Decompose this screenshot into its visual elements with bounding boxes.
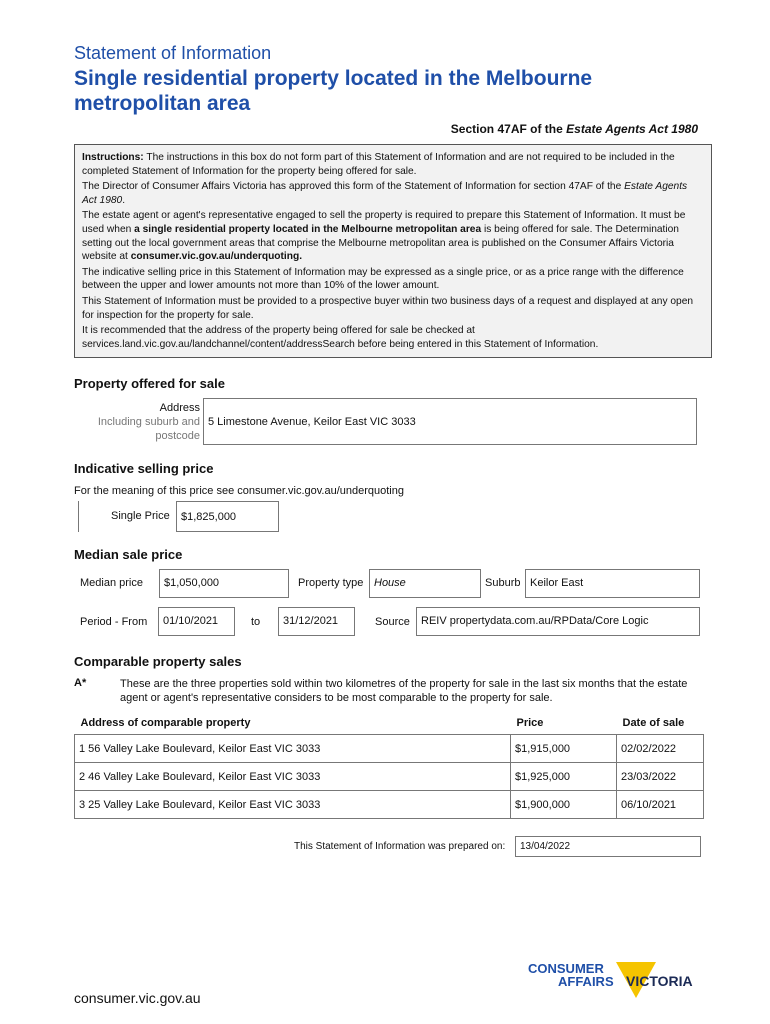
comparable-address-cell[interactable]: 2 46 Valley Lake Boulevard, Keilor East VIC 3033 <box>75 763 511 791</box>
comparable-date-cell[interactable]: 23/03/2022 <box>617 763 704 791</box>
comparable-date-cell[interactable]: 02/02/2022 <box>617 735 704 763</box>
instructions-lead: Instructions: <box>82 152 144 163</box>
instructions-p2c: . <box>122 194 126 206</box>
comparable-address-cell[interactable]: 1 56 Valley Lake Boulevard, Keilor East VIC 3033 <box>75 735 511 763</box>
comparable-price-cell[interactable]: $1,915,000 <box>511 735 617 763</box>
median-price-field[interactable]: $1,050,000 <box>159 569 289 598</box>
address-label-line2: Including suburb and <box>97 416 200 428</box>
address-label-line3: postcode <box>155 430 200 442</box>
instructions-p3 <box>82 209 704 263</box>
col-address-header: Address of comparable property <box>80 717 251 729</box>
single-price-label: Single Price <box>111 510 170 522</box>
section-prefix: Section 47AF of the <box>450 122 567 136</box>
single-price-field[interactable]: $1,825,000 <box>176 501 279 532</box>
suburb-field[interactable]: Keilor East <box>525 569 700 598</box>
prepared-label: This Statement of Information was prepared on: <box>294 841 506 852</box>
instructions-p3d: consumer.vic.gov.au/underquoting. <box>130 251 303 263</box>
prepared-date-field[interactable]: 13/04/2022 <box>515 836 701 857</box>
table-row <box>75 791 704 819</box>
comparable-heading: Comparable property sales <box>74 654 242 669</box>
logo-text-consumer: CONSUMER <box>528 961 604 976</box>
property-heading: Property offered for sale <box>74 376 225 391</box>
instructions-p3b: a single residential property located in the Melbourne metropolitan area <box>134 223 482 235</box>
comparable-price-cell[interactable]: $1,900,000 <box>511 791 617 819</box>
comparable-header-row <box>75 712 704 735</box>
period-from-field[interactable]: 01/10/2021 <box>158 607 235 636</box>
indicative-heading: Indicative selling price <box>74 461 214 476</box>
comparable-price-cell[interactable]: $1,925,000 <box>511 763 617 791</box>
instructions-box <box>74 144 712 358</box>
instructions-p5: This Statement of Information must be provided to a prospective buyer within two business days of a request and displayed at any open for inspection for the property for sale. <box>82 295 694 321</box>
indicative-note: For the meaning of this price see consumer.vic.gov.au/underquoting <box>74 485 404 497</box>
property-address-field[interactable]: 5 Limestone Avenue, Keilor East VIC 3033 <box>203 398 697 445</box>
median-price-label: Median price <box>80 577 143 589</box>
instructions-p6: It is recommended that the address of the property being offered for sale be checked at services.land.vic.gov.au/landchannel/content/addressSearch before being entered in this Statement of Information. <box>82 325 599 350</box>
comparable-note: These are the three properties sold within two kilometres of the property for sale in the last six months that the estate agent or agent's representative considers to be most comparable to the property for sale. <box>120 678 688 704</box>
source-field[interactable]: REIV propertydata.com.au/RPData/Core Logic <box>416 607 700 636</box>
comparable-table <box>74 712 704 819</box>
consumer-affairs-victoria-logo <box>528 958 708 1006</box>
period-to-field[interactable]: 31/12/2021 <box>278 607 355 636</box>
table-row <box>75 763 704 791</box>
property-type-field[interactable]: House <box>369 569 481 598</box>
instructions-p3c: is being offered for sale. The Determination setting out the local government areas that comprise the Melbourne metropolitan area is published on the Consumer Affairs Victoria website at <box>82 223 679 263</box>
property-type-label: Property type <box>298 577 364 589</box>
instructions-p3a: The estate agent or agent's representative engaged to sell the property is required to prepare this Statement of Information. It must be used when <box>82 210 686 235</box>
section-reference <box>451 122 698 136</box>
logo-text-affairs: AFFAIRS <box>558 974 614 989</box>
document-title: Single residential property located in the Melbourne metropolitan area <box>74 67 593 115</box>
instructions-p2 <box>82 180 704 207</box>
instructions-p4: The indicative selling price in this Statement of Information may be expressed as a single price, or as a price range with the difference between the upper and lower amounts not more than 10% of the lower amount. <box>82 266 684 292</box>
instructions-p2a: The Director of Consumer Affairs Victoria has approved this form of the Statement of Information for section 47AF of the <box>82 181 625 193</box>
logo-text-victoria: VICTORIA <box>626 973 693 989</box>
address-label-line1: Address <box>159 402 200 414</box>
footer-url[interactable]: consumer.vic.gov.au <box>74 990 201 1006</box>
section-act: Estate Agents Act 1980 <box>566 122 698 136</box>
period-to-label: to <box>251 616 261 628</box>
comparable-marker: A* <box>74 677 87 689</box>
instructions-p2b: Estate Agents Act 1980 <box>82 181 688 206</box>
suburb-label: Suburb <box>485 577 521 589</box>
median-heading: Median sale price <box>74 547 183 562</box>
table-row <box>75 735 704 763</box>
source-label: Source <box>375 616 410 628</box>
comparable-date-cell[interactable]: 06/10/2021 <box>617 791 704 819</box>
period-from-label: Period - From <box>80 616 148 628</box>
col-price-header: Price <box>516 717 544 729</box>
instructions-p1-text: The instructions in this box do not form part of this Statement of Information and are not required to be included in the completed Statement of Information for the property being offered for sale. <box>82 152 675 177</box>
instructions-p1 <box>82 151 704 178</box>
document-kicker: Statement of Information <box>74 43 272 63</box>
address-label <box>80 401 200 443</box>
comparable-address-cell[interactable]: 3 25 Valley Lake Boulevard, Keilor East VIC 3033 <box>75 791 511 819</box>
col-date-header: Date of sale <box>622 717 685 729</box>
